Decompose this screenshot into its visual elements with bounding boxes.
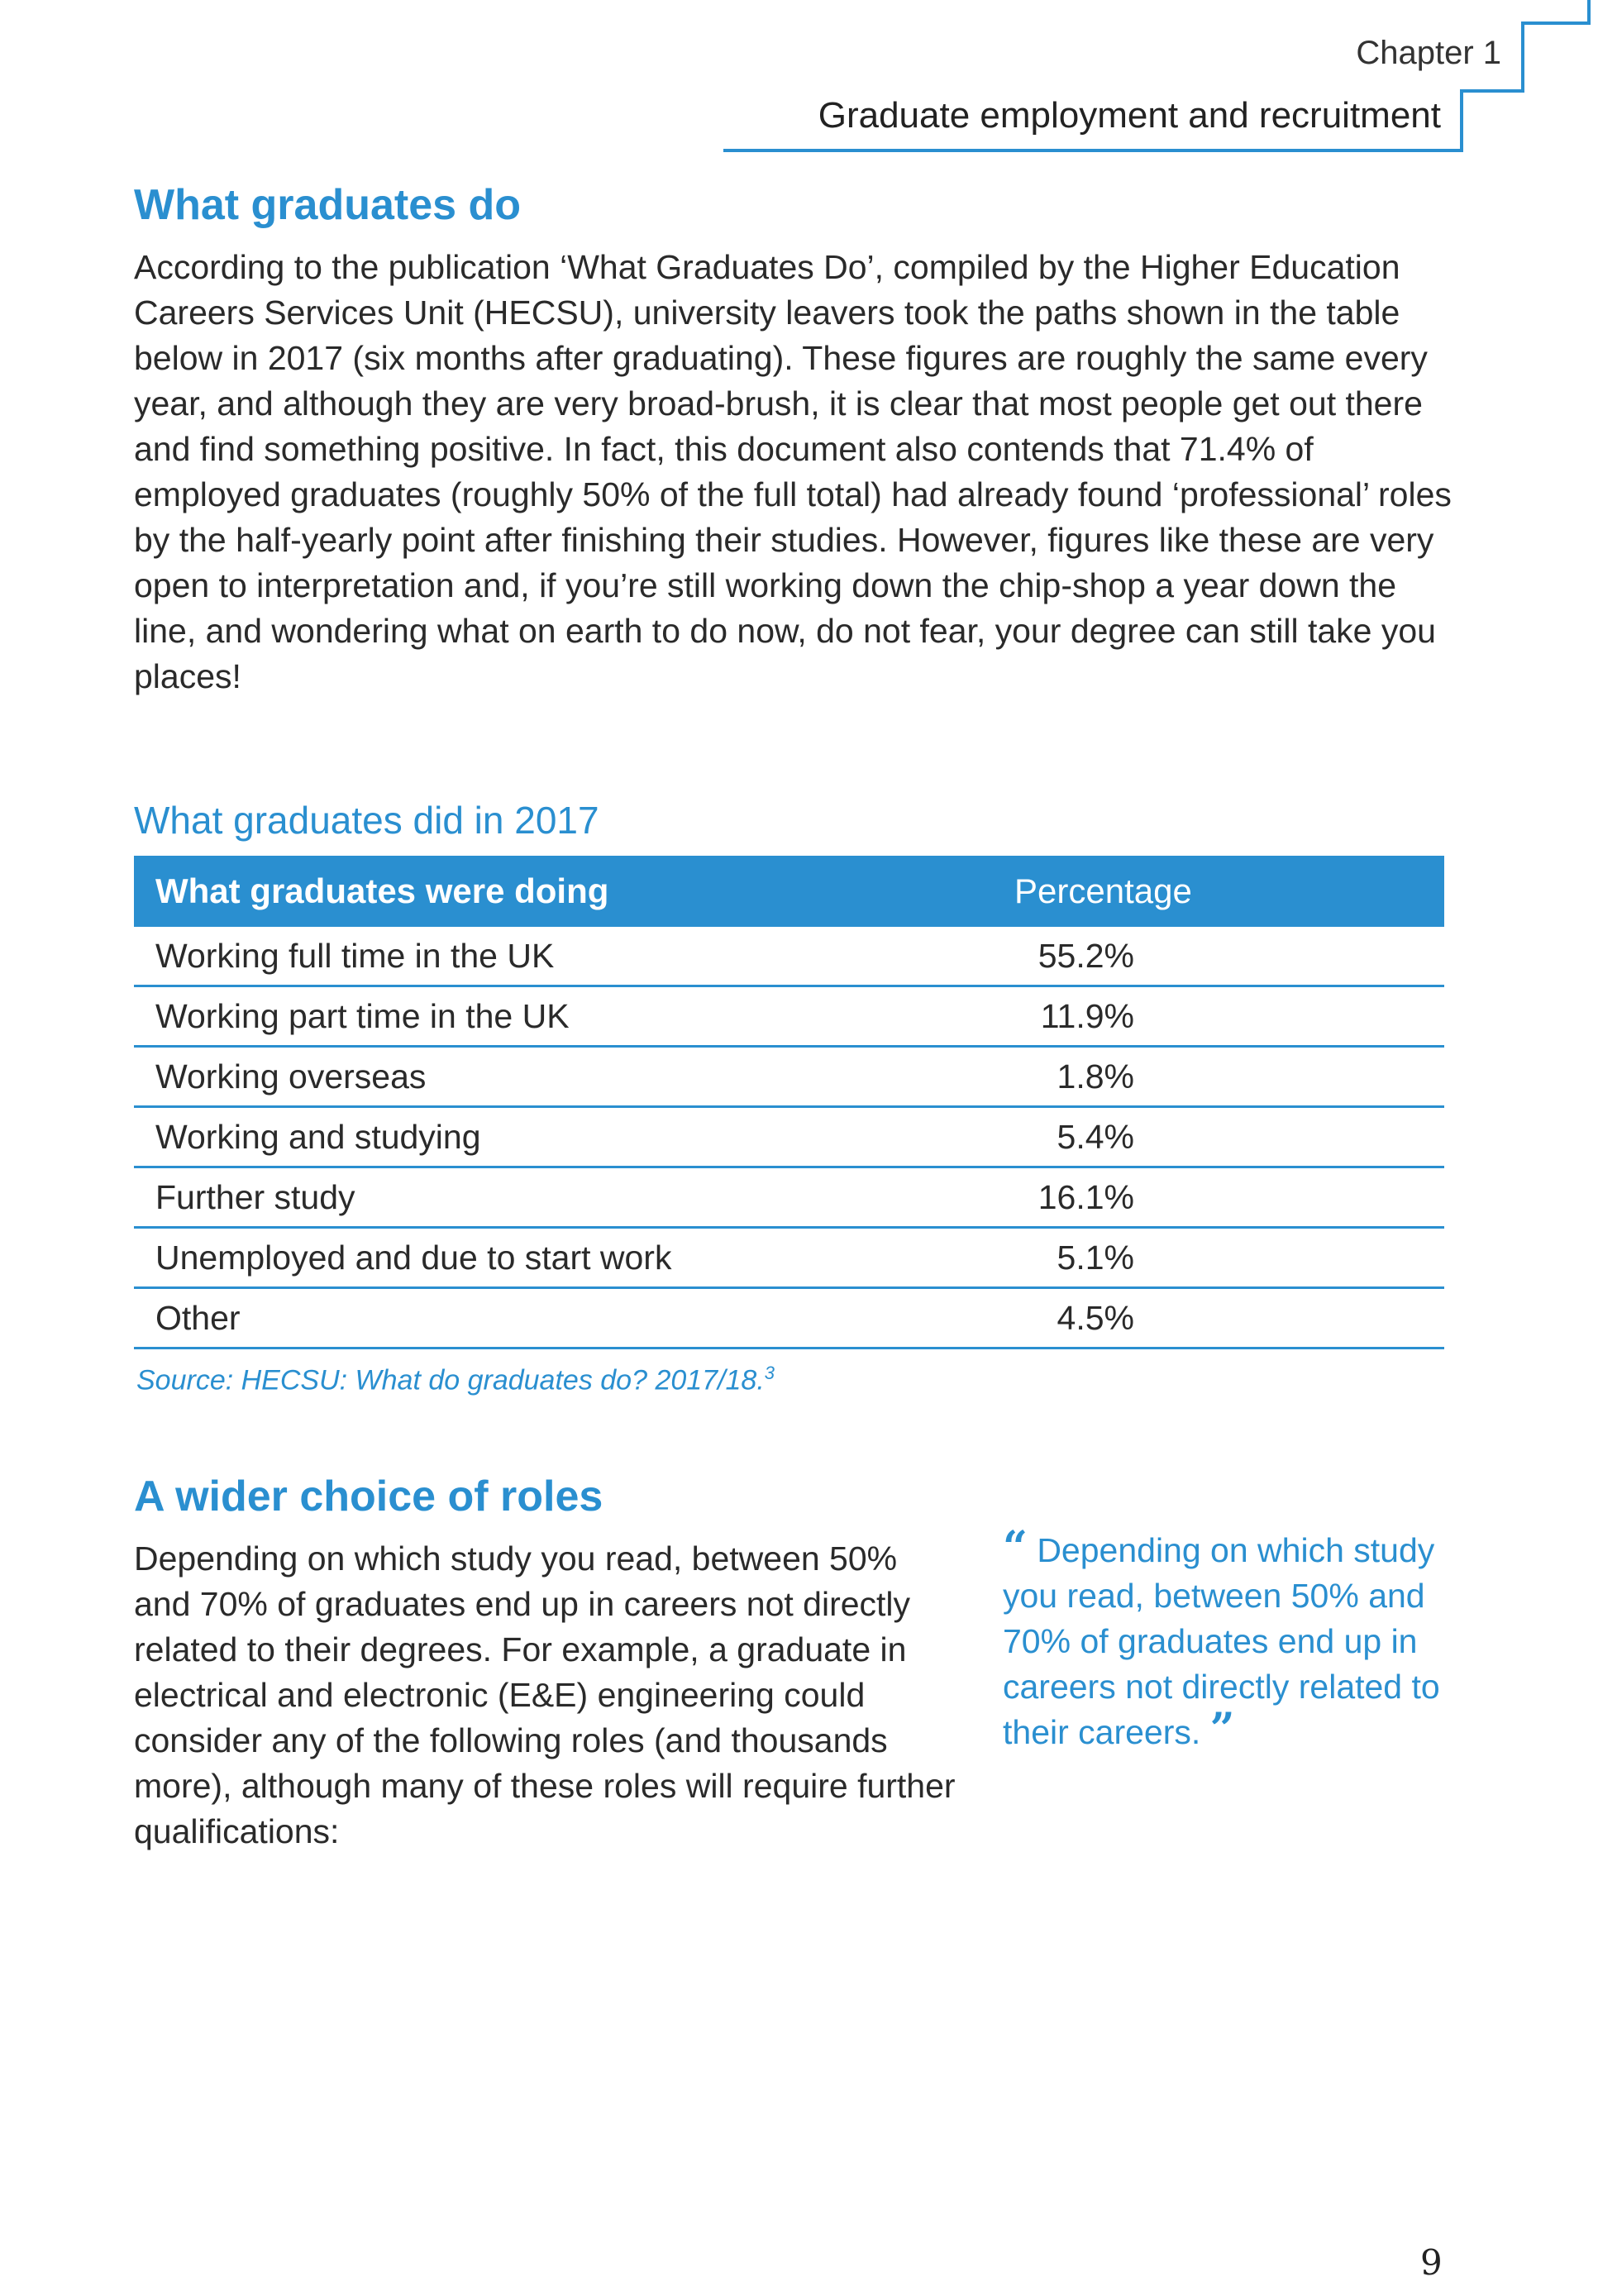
- percent-cell: [1014, 986, 1444, 1047]
- table-header-row: [134, 856, 1444, 927]
- pull-quote-text: Depending on which study you read, between 50% and 70% of graduates end up in careers not directly related to their careers.: [1003, 1531, 1440, 1751]
- table-row: [134, 986, 1444, 1047]
- chapter-label: Chapter 1: [1356, 35, 1501, 71]
- table-row: [134, 1107, 1444, 1167]
- source-text: Source: HECSU: What do graduates do? 2017/18.: [136, 1364, 765, 1396]
- page-number: 9: [1420, 2242, 1443, 2283]
- activity-cell: Working and studying: [134, 1107, 1014, 1167]
- percent-cell: [1014, 1288, 1444, 1348]
- table-row: [134, 1228, 1444, 1288]
- table-row: [134, 1167, 1444, 1228]
- activity-cell: Further study: [134, 1167, 1014, 1228]
- percent-value: 1.8%: [1057, 1057, 1134, 1095]
- header-bracket-vertical: [1460, 91, 1463, 152]
- column-header-percentage: Percentage: [1014, 856, 1444, 927]
- graduates-table: [134, 856, 1444, 1349]
- column-header-activity: What graduates were doing: [134, 856, 1014, 927]
- header-rule: [723, 149, 1463, 152]
- percent-cell: [1014, 1228, 1444, 1288]
- percent-cell: [1014, 1047, 1444, 1107]
- section-heading-what-graduates-do: What graduates do: [134, 181, 522, 229]
- section-heading-wider-choice: A wider choice of roles: [134, 1473, 603, 1520]
- pull-quote: [1003, 1522, 1466, 1755]
- table-title: What graduates did in 2017: [134, 799, 599, 842]
- activity-cell: Working full time in the UK: [134, 927, 1014, 986]
- activity-cell: Unemployed and due to start work: [134, 1228, 1014, 1288]
- percent-value: 4.5%: [1057, 1298, 1134, 1337]
- table-row: [134, 1047, 1444, 1107]
- header-bracket-corner: [1521, 21, 1591, 93]
- percent-cell: [1014, 1167, 1444, 1228]
- footnote-ref: 3: [764, 1363, 775, 1383]
- open-quote-icon: “: [1003, 1522, 1028, 1573]
- activity-cell: Working overseas: [134, 1047, 1014, 1107]
- activity-cell: Other: [134, 1288, 1014, 1348]
- activity-cell: Working part time in the UK: [134, 986, 1014, 1047]
- percent-value: 16.1%: [1038, 1177, 1134, 1216]
- percent-value: 5.4%: [1057, 1117, 1134, 1156]
- table-row: [134, 1288, 1444, 1348]
- intro-paragraph: According to the publication ‘What Graduates Do’, compiled by the Higher Education Careers Services Unit (HECSU), university leavers took the paths shown in the table below in 2017 (six months after graduating). These figures are roughly the same every year, and although they are very broad-brush, it is clear that most people get out there and find something positive. In fact, this document also contends that 71.4% of employed graduates (roughly 50% of the full total) had already found ‘professional’ roles by the half-yearly point after finishing their studies. However, figures like these are very open to interpretation and, if you’re still working down the chip-shop a year down the line, and wondering what on earth to do now, do not fear, your degree can still take you places!: [134, 248, 1452, 695]
- roles-paragraph: Depending on which study you read, between 50% and 70% of graduates end up in careers not directly related to their degrees. For example, a graduate in electrical and electronic (E&E) engineering could consider any of the following roles (and thousands more), although many of these roles will require further qualifications:: [134, 1539, 956, 1850]
- close-quote-icon: ”: [1209, 1704, 1235, 1754]
- running-title: Graduate employment and recruitment: [818, 95, 1441, 136]
- table-source-note: [136, 1363, 775, 1396]
- header-bracket-cross: [1460, 89, 1524, 93]
- percent-cell: [1014, 927, 1444, 986]
- table-row: [134, 927, 1444, 986]
- percent-value: 55.2%: [1038, 936, 1134, 975]
- percent-value: 11.9%: [1040, 996, 1134, 1035]
- percent-cell: [1014, 1107, 1444, 1167]
- percent-value: 5.1%: [1057, 1238, 1134, 1277]
